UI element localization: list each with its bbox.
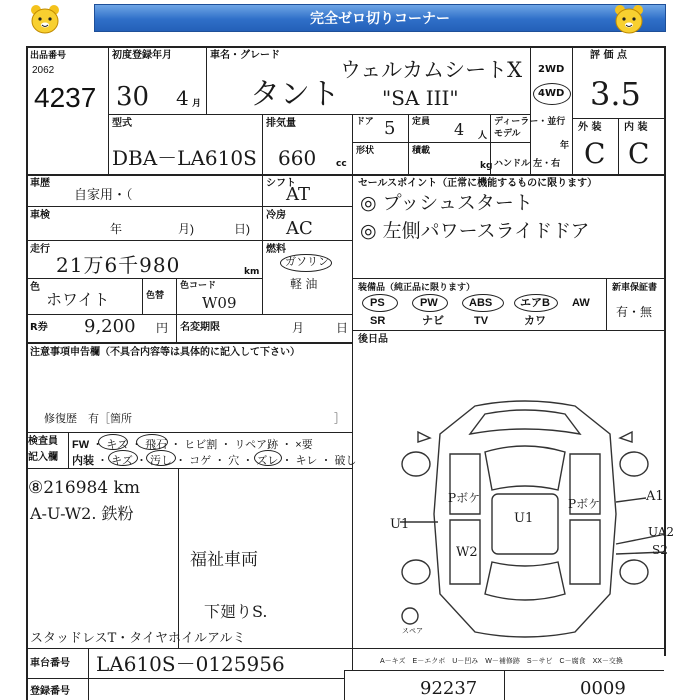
interior-grade: C xyxy=(628,137,650,170)
first-reg-label: 初度登録年月 xyxy=(112,50,172,61)
recycle-value: 9,200 xyxy=(84,316,136,337)
mark-s2: S2 xyxy=(652,543,668,557)
model-year-label: モデル xyxy=(494,129,521,139)
capacity-label: 定員 xyxy=(412,117,431,127)
rear-seat-label: 後日品 xyxy=(358,334,388,345)
mileage-label: 走行 xyxy=(30,244,50,255)
equip-airbag: エアB xyxy=(520,297,550,309)
check-crack: ヒビ割 xyxy=(184,439,218,451)
shift-circle xyxy=(254,450,282,466)
mark-spare: スペア xyxy=(402,628,423,635)
equip-abs: ABS xyxy=(469,297,493,309)
note-mileage: ⑧216984 km xyxy=(28,478,140,498)
name-change-label: 名変期限 xyxy=(180,322,220,333)
grade-line-2: "SA III" xyxy=(382,86,459,110)
damage-legend: A－キズ E－エクボ U－凹み W－補修跡 S－サビ C－腐食 XX－交換 xyxy=(380,658,623,665)
recycle-label: R券 xyxy=(30,322,48,333)
kind-label: 車歴 xyxy=(30,178,50,189)
int-check-row: 内装 ・ キズ ・ 汚し ・ コゲ ・ 穴 ・ ズレ ・ キレ ・ 破し xyxy=(72,455,357,467)
door-label: ドア xyxy=(356,117,374,127)
color-change-label: 色替 xyxy=(146,291,165,301)
doors-value: 5 xyxy=(384,118,396,139)
shift-value: AT xyxy=(286,184,311,205)
note-damage: A-U-W2. 鉄粉 xyxy=(30,504,134,523)
lot-no-label: 出品番号 xyxy=(30,51,67,61)
check-cut: キレ xyxy=(295,455,318,467)
chassis-no-value: LA610S－0125956 xyxy=(96,652,285,676)
category-no: 0009 xyxy=(580,678,626,699)
ext-check-row: FW ・ キズ ・ 飛石 ・ ヒビ割 ・ リペア跡 ・ ×要 xyxy=(72,439,313,451)
mark-ua2: UA2 xyxy=(648,525,675,539)
interior-label: 内 装 xyxy=(624,122,648,133)
fuel-value: ガソリン xyxy=(285,256,329,268)
mark-left-rear: Pボケ xyxy=(448,491,481,505)
mark-u1-left: U1 xyxy=(390,517,410,532)
color-code-label: 色コード xyxy=(180,281,217,291)
dealer-label: ディーラー・並行 xyxy=(494,117,566,127)
rating-value: 3.5 xyxy=(590,75,641,113)
equipment-label: 装備品（純正品に限ります） xyxy=(358,283,476,293)
name-change-month: 月 xyxy=(292,321,305,335)
yen-label: 円 xyxy=(156,321,169,335)
car-name: タント xyxy=(250,77,340,112)
stone-circle xyxy=(136,434,168,450)
color-label: 色 xyxy=(30,282,40,293)
first-reg-month: 4 xyxy=(176,86,189,110)
check-required: ×要 xyxy=(295,439,313,451)
note-underbody: 下廻りS. xyxy=(204,602,268,621)
shift-label: シフト xyxy=(266,178,296,189)
sales-point-1: ◎ プッシュスタート xyxy=(360,192,533,214)
note-welfare: 福祉車両 xyxy=(190,550,258,570)
handle-label: ハンドル 左・右 xyxy=(494,159,561,169)
check-scratch: キズ xyxy=(106,439,129,451)
entry-label: 記入欄 xyxy=(28,452,58,463)
drive-4wd-label: 4WD xyxy=(538,88,565,99)
note-tires: スタッドレスT・タイヤホイルアルミ xyxy=(30,631,246,646)
aircon-value: AC xyxy=(286,218,313,239)
fuel-label: 燃料 xyxy=(266,244,286,255)
header-banner xyxy=(0,0,700,36)
exterior-label: 外 装 xyxy=(578,122,602,133)
grade-line-1: ウェルカムシートX xyxy=(340,58,523,82)
check-burn: コゲ xyxy=(189,455,212,467)
lot-number: 4237 xyxy=(34,82,97,113)
check-tear: 破し xyxy=(334,455,357,467)
load-label: 積載 xyxy=(412,146,431,156)
displacement-value: 660 xyxy=(278,146,317,170)
check-dirt: 汚し xyxy=(150,455,173,467)
aircon-label: 冷房 xyxy=(266,210,286,221)
equip-sr: SR xyxy=(370,315,386,327)
equip-pw: PW xyxy=(420,297,438,309)
drive-2wd-label: 2WD xyxy=(538,64,565,75)
diesel-label: 軽 油 xyxy=(290,277,318,291)
new-warranty-label: 新車保証書 xyxy=(612,283,658,293)
check-stone: 飛石 xyxy=(145,439,168,451)
inspection-month-unit: 月) xyxy=(178,222,194,236)
dirt-circle xyxy=(146,450,176,466)
sales-point-2: ◎ 左側パワースライドドア xyxy=(360,220,590,242)
mascot-icon-left xyxy=(28,4,62,34)
banner-title: 完全ゼロ切りコーナー xyxy=(310,10,450,26)
color-code-value: W09 xyxy=(202,294,237,312)
mascot-icon-right xyxy=(612,4,646,34)
equip-ps: PS xyxy=(370,297,385,309)
kg-label: kg xyxy=(480,161,493,171)
sales-points-label: セールスポイント（正常に機能するものに限ります） xyxy=(358,178,598,189)
exterior-grade: C xyxy=(584,137,606,170)
equip-tv: TV xyxy=(474,315,489,327)
person-label: 人 xyxy=(478,131,488,141)
equip-aw: AW xyxy=(572,297,590,309)
mark-u1-center: U1 xyxy=(514,511,534,526)
car-diagram xyxy=(380,394,675,648)
km-label: km xyxy=(244,267,260,277)
model-label: 型式 xyxy=(112,118,132,129)
warranty-value: 有・無 xyxy=(616,305,653,319)
mark-w2: W2 xyxy=(456,545,478,560)
capacity-value: 4 xyxy=(454,120,465,139)
notes-label: 注意事項申告欄（不具合内容等は具体的に記入して下さい） xyxy=(30,347,300,358)
car-name-label: 車名・グレード xyxy=(210,50,280,61)
displacement-label: 排気量 xyxy=(266,118,296,129)
first-reg-year: 30 xyxy=(116,82,150,112)
shape-label: 形状 xyxy=(356,146,375,156)
year-label: 年 xyxy=(560,141,570,151)
mark-a1: A1 xyxy=(646,489,664,504)
equip-leather: カワ xyxy=(524,315,546,327)
mark-right-rear: Pボケ xyxy=(568,497,601,511)
check-repair: リペア跡 xyxy=(234,439,279,451)
inspection-label: 車検 xyxy=(30,210,50,221)
inspection-year-unit: 年 xyxy=(110,222,123,236)
inspector-label: 検査員 xyxy=(28,436,58,447)
equip-navi: ナビ xyxy=(422,315,444,327)
lot-small-number: 2062 xyxy=(32,65,55,76)
name-change-day: 日 xyxy=(336,321,349,335)
check-fw: FW xyxy=(72,439,90,451)
color-value: ホワイト xyxy=(46,290,110,309)
model-spec-no: 92237 xyxy=(420,678,478,699)
first-reg-month-mark: 月 xyxy=(192,99,202,109)
check-int-scratch: キズ xyxy=(111,455,133,467)
repair-history-bracket: ］ xyxy=(334,413,345,425)
rating-label: 評 価 点 xyxy=(590,50,627,61)
check-interior: 内装 xyxy=(72,455,94,467)
inspection-day-unit: 日) xyxy=(234,222,250,236)
scratch-circle xyxy=(98,434,128,450)
repair-history-label: 修復歴 有［箇所 xyxy=(44,413,132,425)
mileage-value: 21万6千980 xyxy=(56,253,181,277)
model-value: DBA－LA610S xyxy=(112,146,257,170)
registration-no-label: 登録番号 xyxy=(30,686,70,697)
chassis-no-label: 車台番号 xyxy=(30,658,70,669)
check-shift: ズレ xyxy=(256,455,279,467)
cc-label: cc xyxy=(336,159,347,169)
check-hole: 穴 xyxy=(228,455,240,467)
int-scratch-circle xyxy=(108,450,138,466)
kind-value: 自家用・（ xyxy=(74,187,133,202)
